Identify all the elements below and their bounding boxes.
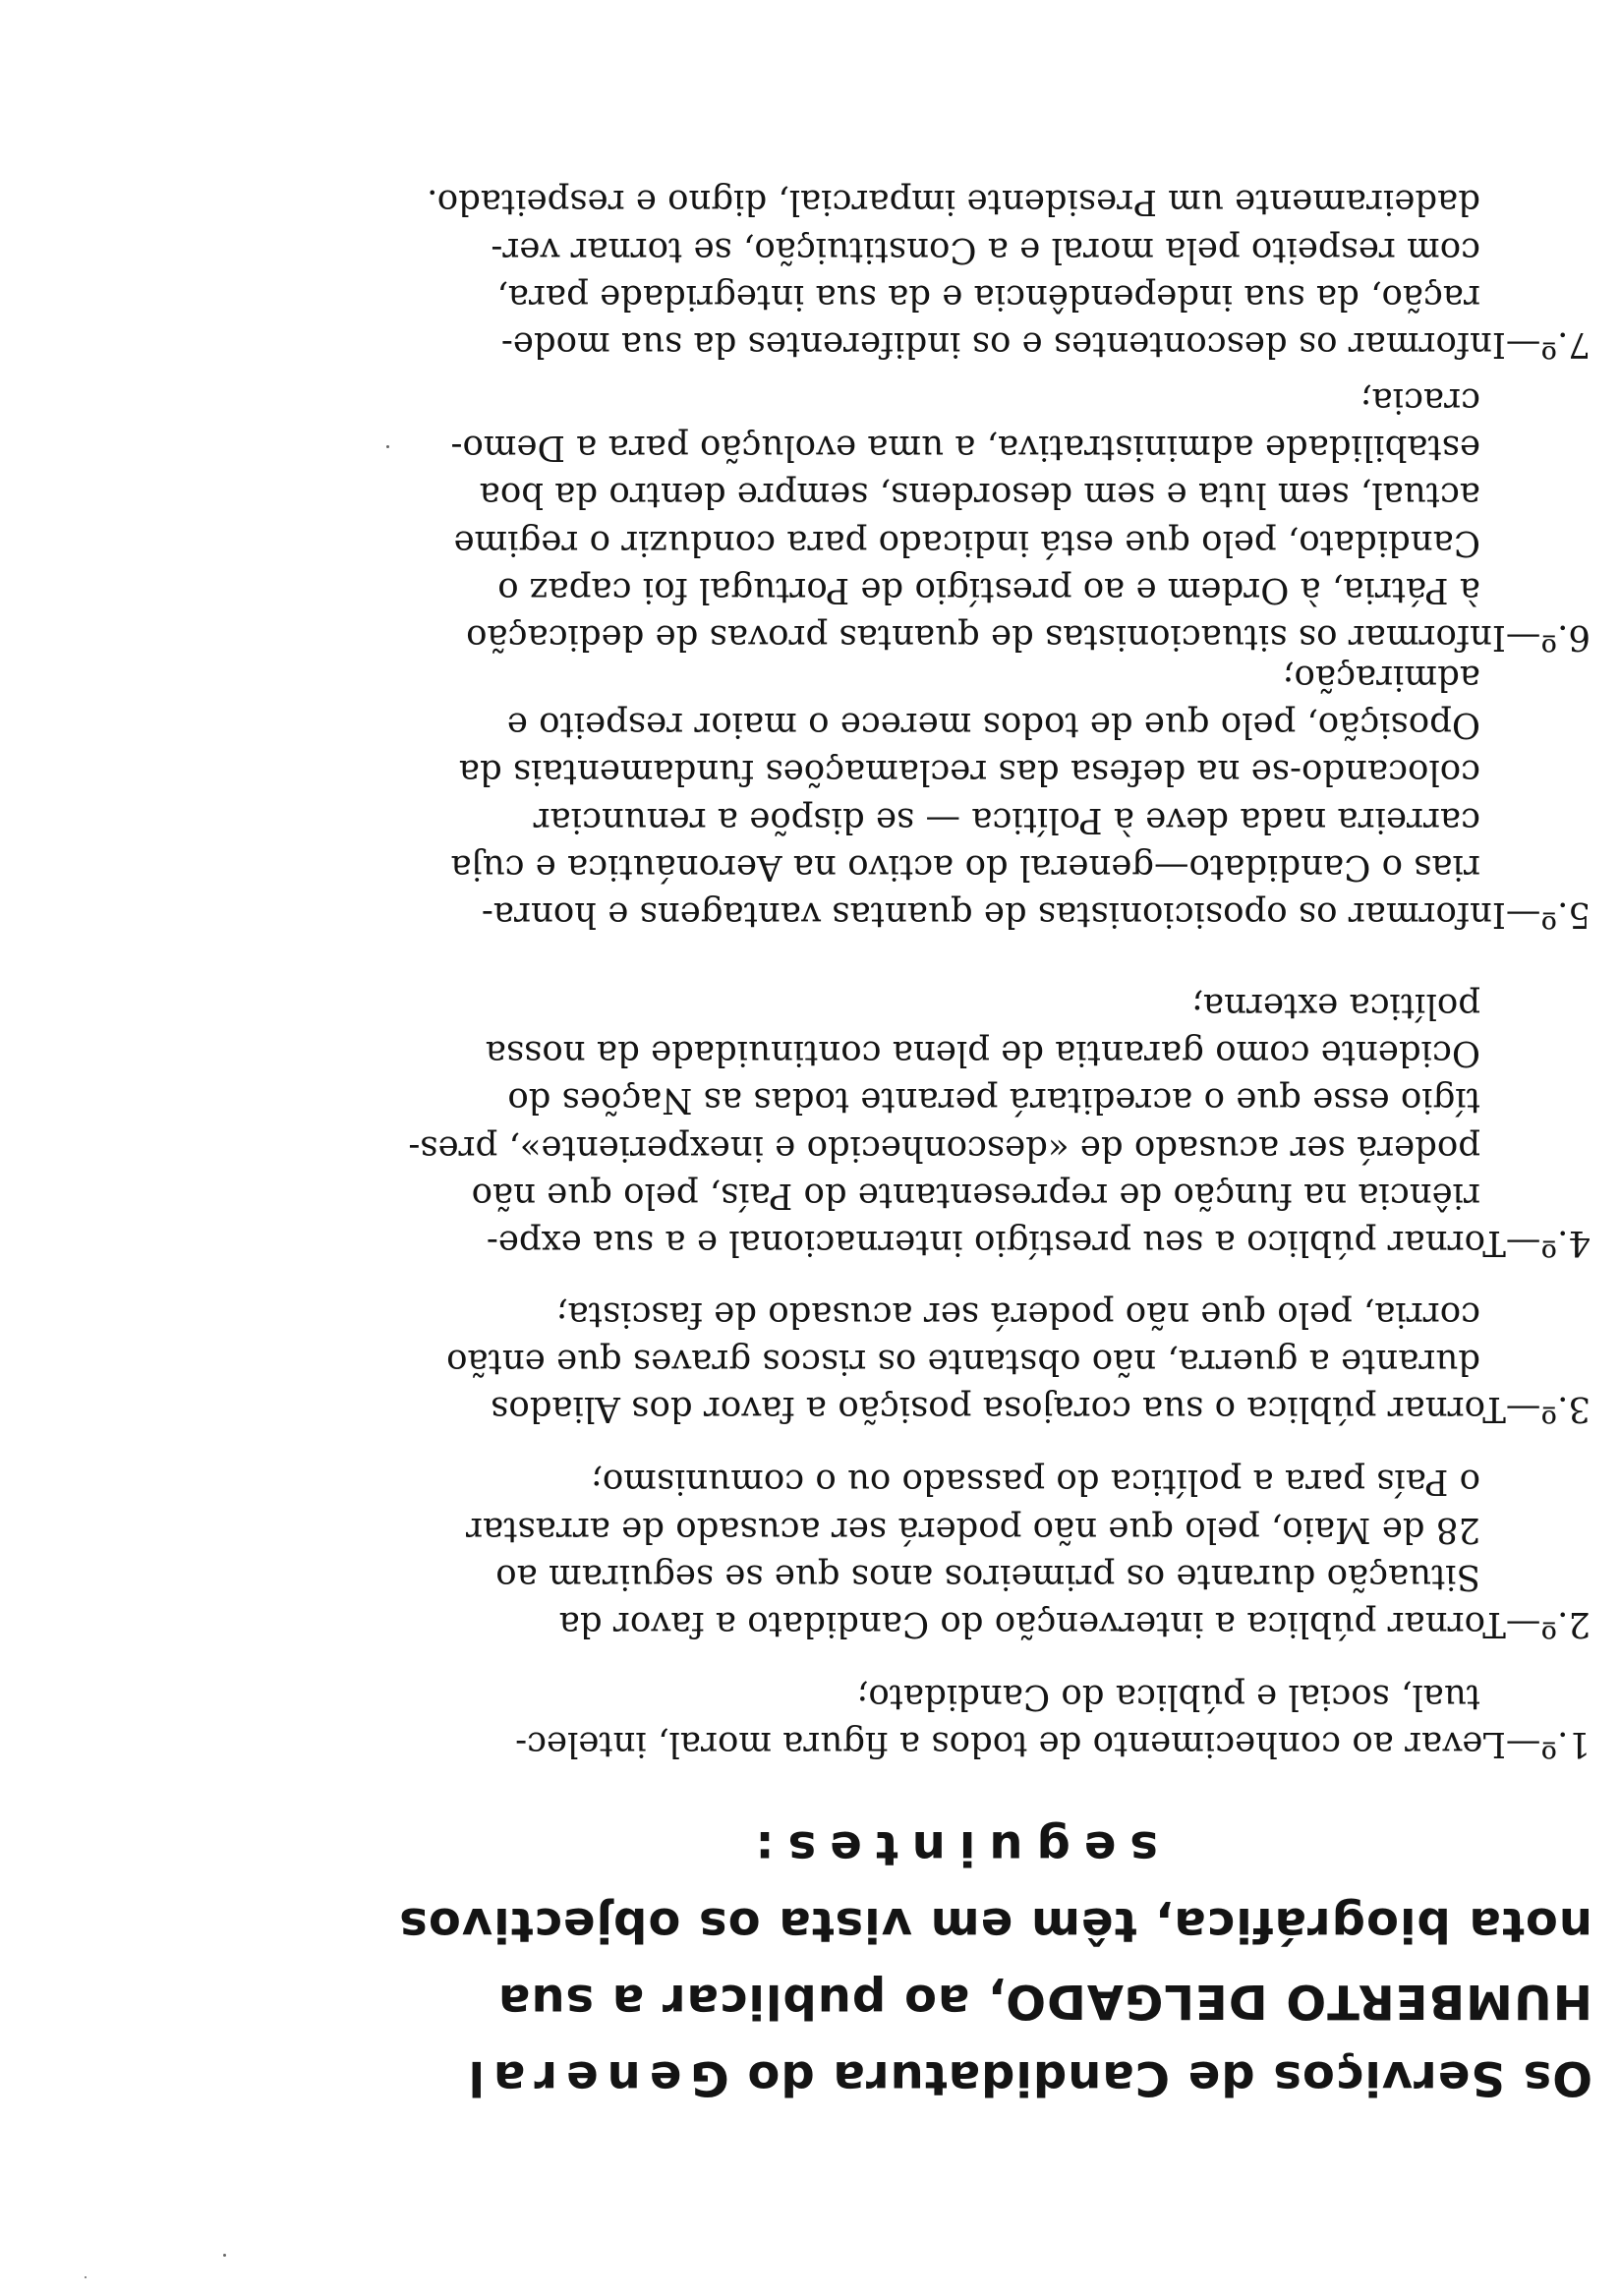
item-line: dadeiramente um Presidente imparcial, digno e respeitado.: [427, 182, 1480, 223]
item-line: à Pátria, à Ordem e ao prestígio de Portugal foi capaz o: [497, 569, 1480, 610]
heading-line-1: [39, 2050, 1592, 2105]
objective-item-3: [47, 1290, 1591, 1432]
item-line: 1.º—Levar ao conhecimento de todos a figura moral, intelec-: [515, 1724, 1591, 1764]
heading-general-word: General: [459, 2050, 729, 2105]
objective-item-7: [47, 178, 1591, 368]
item-line: estabilidade administrativa, a uma evolução para a Demo-: [450, 428, 1480, 469]
item-line: com respeito pela moral e a Constituição, se tornar ver-: [491, 229, 1480, 270]
item-line: Candidato, pelo que está indicado para conduzir o regime: [453, 522, 1480, 563]
item-line: poderá ser acusado de «desconhecido e inexperiente», pres-: [408, 1127, 1480, 1169]
item-line: carreira nada deve à Política — se dispõe a renunciar: [533, 799, 1480, 840]
item-line: ração, da sua independência e da sua integridade para,: [496, 276, 1480, 317]
item-line: 6.º—Informar os situacionistas de quantas provas de dedicação: [466, 617, 1591, 658]
item-line: 5.º—Informar os oposicionistas de quantas vantagens e honra-: [481, 894, 1591, 935]
scan-speck: [85, 2276, 87, 2278]
item-line: o País para a política do passado ou o comunismo;: [590, 1462, 1480, 1503]
item-line: 4.º—Tornar público a seu prestígio internacional e a sua expe-: [486, 1223, 1591, 1263]
item-line: 2.º—Tornar pública a intervenção do Candidato a favor da: [558, 1604, 1591, 1644]
item-line: tual, social e pública do Candidato;: [856, 1676, 1480, 1717]
item-line: tígio esse que o acreditará perante todas as Nações do: [507, 1080, 1480, 1121]
item-line: 3.º—Tornar pública o sua corajosa posição a favor dos Aliados: [491, 1389, 1591, 1429]
item-line: cracia;: [1360, 379, 1480, 421]
item-line: admiração;: [1282, 657, 1480, 698]
objective-item-6: [47, 376, 1591, 660]
heading-line-1-text: Os Serviços de Candidatura do: [728, 2050, 1592, 2105]
objective-item-5: [47, 654, 1591, 938]
item-line: Ocidente como garantia de plena continuidade da nossa: [485, 1033, 1480, 1074]
heading-line-4: seguintes:: [741, 1820, 1158, 1875]
objective-item-1: [47, 1673, 1591, 1767]
item-line: 7.º—Informar os descontentes e os indiferentes da sua mode-: [500, 324, 1591, 365]
objective-item-2: [47, 1458, 1591, 1647]
heading-line-3: nota biográfica, têm em vista os objectivos: [398, 1897, 1592, 1952]
item-line: rias o Candidato—general do activo na Aeronáutica e cuja: [450, 846, 1480, 888]
item-line: durante a guerra, não obstante os riscos graves que então: [446, 1341, 1480, 1382]
scan-speck: [386, 445, 389, 448]
objective-item-4: [47, 982, 1591, 1266]
item-line: política externa;: [1190, 985, 1480, 1026]
item-line: riência na função de representante do País, pelo que não: [471, 1175, 1480, 1216]
heading-line-2: HUMBERTO DELGADO, ao publicar a sua: [497, 1974, 1592, 2029]
scan-speck: [223, 2254, 226, 2257]
item-line: corria, pelo que não poderá ser acusado de fascista;: [555, 1293, 1480, 1335]
item-line: Oposição, pelo que de todos merece o maior respeito e: [506, 705, 1480, 746]
item-line: colocando-se na defesa das reclamações fundamentais da: [458, 752, 1480, 793]
item-line: actual, sem luta e sem desordens, sempre dentro da boa: [479, 475, 1480, 516]
item-line: 28 de Maio, pelo que não poderá ser acusado de arrastar: [466, 1509, 1480, 1550]
item-line: Situação durante os primeiros anos que se seguiram ao: [495, 1556, 1480, 1597]
